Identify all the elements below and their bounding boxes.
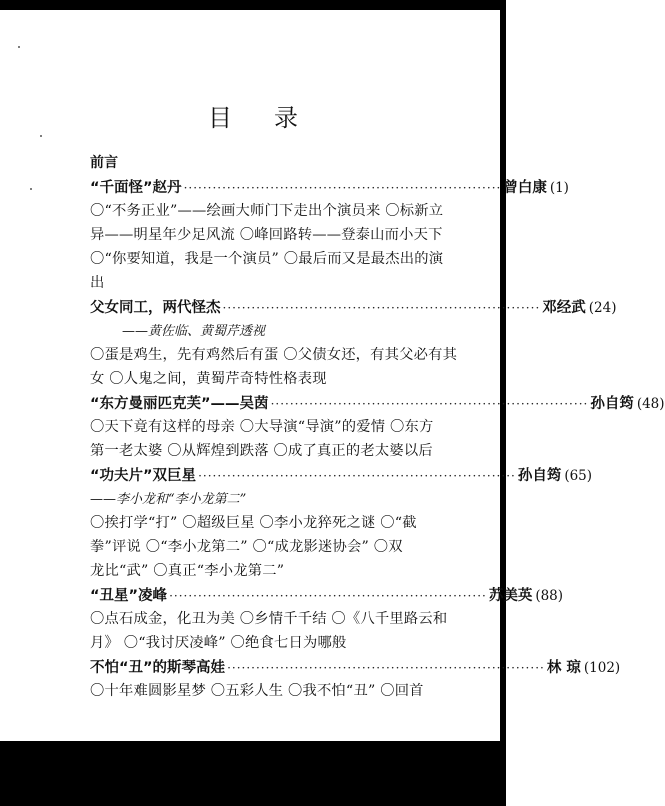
leader-dots: ·································································· <box>270 397 589 411</box>
entry-subtitle: ——李小龙和“李小龙第二” <box>90 492 247 507</box>
leader-dots: ·································································· <box>169 589 487 603</box>
section-line: 〇十年难圆影星梦 〇五彩人生 〇我不怕“丑” 〇回首 <box>90 683 424 699</box>
section-line: 〇天下竟有这样的母亲 〇大导演“导演”的爱情 〇东方 <box>90 419 434 435</box>
entry-title: “功夫片”双巨星 <box>90 468 197 484</box>
section-line: 女 〇人鬼之间，黄蜀芹奇特性格表现 <box>90 371 327 387</box>
section-line: 出 <box>90 275 105 291</box>
leader-dots: ·································································· <box>198 469 516 483</box>
entry-title: “丑星”凌峰 <box>90 588 168 604</box>
scan-speck <box>30 188 32 190</box>
preface-entry[interactable]: 前言 <box>90 155 118 171</box>
section-line: 龙比“武” 〇真正“李小龙第二” <box>90 563 285 579</box>
toc-entry[interactable] <box>90 584 564 608</box>
toc-entry[interactable] <box>90 296 617 320</box>
entry-title: “东方曼丽匹克芙”——吴茵 <box>90 396 269 412</box>
entry-page: (102) <box>583 660 621 676</box>
entry-title: 不怕“丑”的斯琴高娃 <box>90 660 226 676</box>
entry-subtitle: ——黄佐临、黄蜀芹透视 <box>122 324 266 339</box>
entry-author: 孙自筠 <box>590 396 634 412</box>
section-line: 〇点石成金，化丑为美 〇乡情千千结 〇《八千里路云和 <box>90 611 448 627</box>
entry-page: (65) <box>564 468 593 484</box>
entry-page: (48) <box>636 396 665 412</box>
bottom-scan-border <box>0 741 506 806</box>
title-char-1: 目 <box>208 104 232 132</box>
entry-page: (88) <box>535 588 564 604</box>
entry-title: “千面怪”赵丹 <box>90 180 182 196</box>
toc-entry[interactable] <box>90 392 665 416</box>
section-line: 月》 〇“我讨厌凌峰” 〇绝食七日为哪般 <box>90 635 347 651</box>
section-line: 〇“你要知道，我是一个演员” 〇最后而又是最杰出的演 <box>90 251 444 267</box>
entry-author: 林 琼 <box>546 660 581 676</box>
section-line: 异——明星年少足风流 〇峰回路转——登泰山而小天下 <box>90 227 443 243</box>
entry-author: 邓经武 <box>542 300 586 316</box>
toc-entry[interactable] <box>90 656 621 680</box>
scan-speck <box>18 46 20 48</box>
leader-dots: ·································································· <box>227 661 545 675</box>
section-line: 〇挨打学“打” 〇超级巨星 〇李小龙猝死之谜 〇“截 <box>90 515 417 531</box>
entry-author: 苏美英 <box>488 588 533 604</box>
title-char-2: 录 <box>274 104 298 132</box>
section-line: 〇蛋是鸡生，先有鸡然后有蛋 〇父债女还，有其父必有其 <box>90 347 458 363</box>
top-scan-border <box>0 0 506 10</box>
leader-dots: ·································································· <box>222 301 541 315</box>
scan-speck <box>40 135 42 137</box>
section-line: 第一老太婆 〇从辉煌到跌落 〇成了真正的老太婆以后 <box>90 443 433 459</box>
entry-page: (24) <box>588 300 617 316</box>
entry-author: 孙自筠 <box>517 468 562 484</box>
toc-entry[interactable] <box>90 176 569 200</box>
section-line: 〇“不务正业”——绘画大师门下走出个演员来 〇标新立 <box>90 203 444 219</box>
entry-page: (1) <box>549 180 569 196</box>
table-of-contents <box>90 152 665 704</box>
section-line: 拳”评说 〇“李小龙第二” 〇“成龙影迷协会” 〇双 <box>90 539 403 555</box>
entry-author: 曾白康 <box>503 180 547 196</box>
toc-entry[interactable] <box>90 464 593 488</box>
entry-title: 父女同工，两代怪杰 <box>90 300 221 316</box>
leader-dots: ·································································· <box>183 181 502 195</box>
page-title <box>0 98 506 133</box>
